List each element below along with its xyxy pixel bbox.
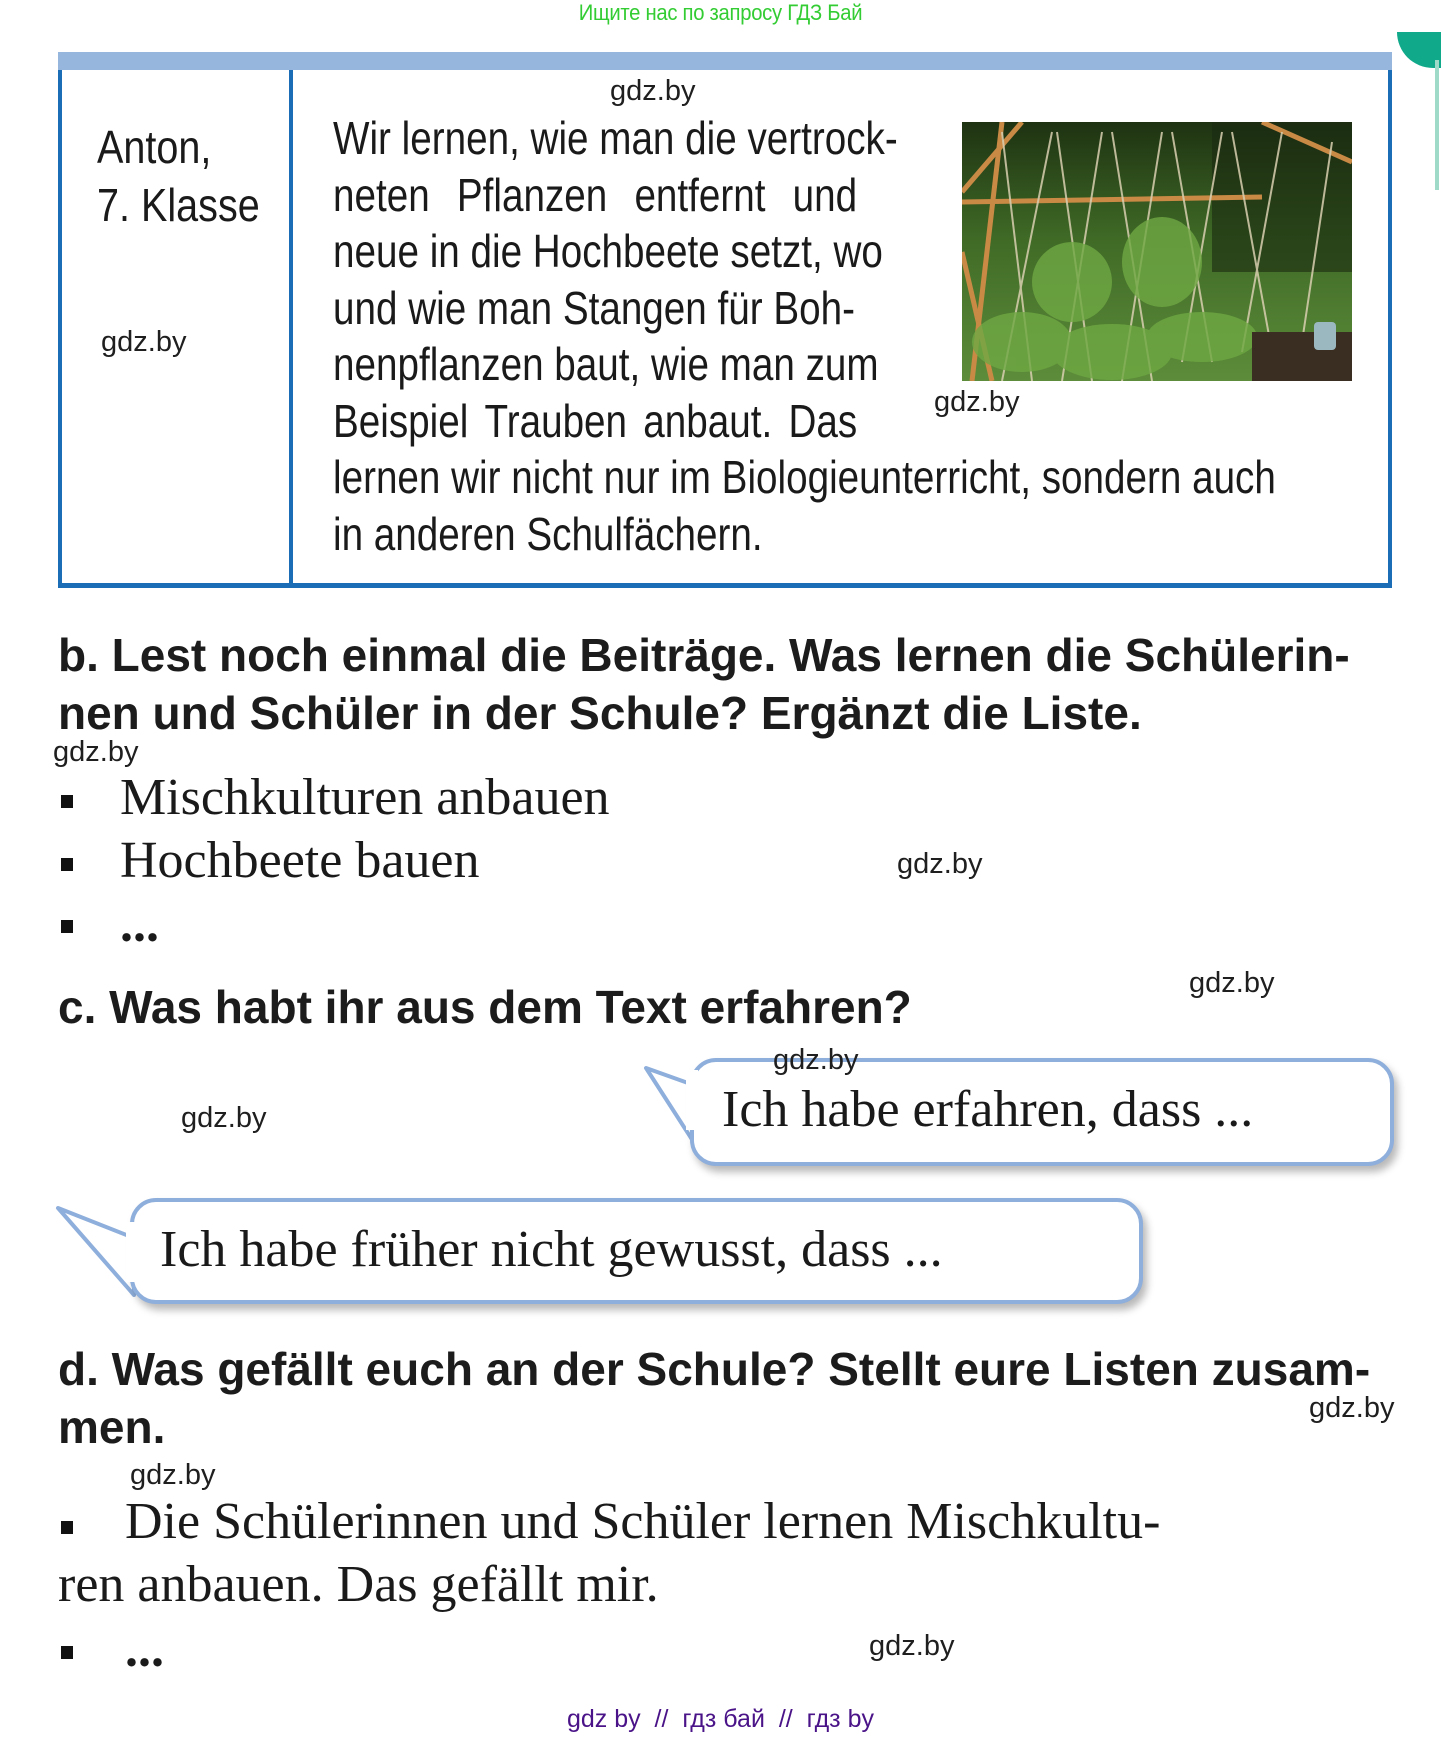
heading-line: men. [58,1401,166,1453]
word: Trauben [484,394,628,447]
watermark: gdz.by [53,736,139,768]
list-item: ... [120,896,159,953]
task-b-heading [58,626,1350,742]
garden-image-icon [962,122,1352,381]
bean-trellis-photo [962,122,1352,381]
list-item: ... [125,1621,164,1678]
word: entfernt [634,168,766,221]
bullet-icon [61,858,73,871]
list-item: Mischkulturen anbauen [120,769,610,826]
word: anbaut. [643,394,773,447]
post-line: nenpflanzen baut, wie man zum [333,338,879,390]
heading-line: nen und Schüler in der Schule? Ergänzt die Liste. [58,687,1142,739]
bullet-icon [61,795,73,808]
post-line: und wie man Stangen für Boh- [333,281,855,334]
heading-line: d. Was gefällt euch an der Schule? Stellt eure Listen zusam- [58,1343,1371,1395]
author-cell [97,118,260,234]
author-class: 7. Klasse [97,179,260,231]
task-d-heading [58,1340,1370,1456]
table-column-divider [289,70,293,588]
list-item: Hochbeete bauen [120,832,480,889]
watermark: gdz.by [934,386,1020,418]
tail-mask [686,1064,706,1144]
author-name: Anton, [97,121,212,173]
watermark: gdz.by [1309,1392,1395,1424]
word: Pflanzen [456,168,608,221]
post-line: lernen wir nicht nur im Biologieunterricht, sondern auch [333,451,1276,503]
speech-bubble [130,1198,1143,1304]
watermark: gdz.by [773,1044,859,1076]
bullet-icon [61,920,73,933]
post-line: Wir lernen, wie man die vertrock- [333,112,898,164]
tail-mask [126,1216,146,1296]
word: Das [788,394,858,447]
word: neten [333,168,430,221]
watermark: gdz.by [1189,967,1275,999]
post-line: neue in die Hochbeete setzt, wo [333,225,883,277]
word: Beispiel [333,394,469,447]
word: und [792,168,858,221]
list-item-continued: ren anbauen. Das gefällt mir. [58,1556,659,1613]
search-banner: Ищите нас по запросу ГДЗ Бай [578,0,863,25]
watermark: gdz.by [101,326,187,358]
table-header-bar [58,52,1392,70]
post-line [333,167,857,224]
task-c-heading: c. Was habt ihr aus dem Text erfahren? [58,981,912,1033]
bullet-icon [61,1521,73,1534]
watermark: gdz.by [897,848,983,880]
watermark: gdz.by [130,1459,216,1491]
bullet-icon [61,1646,73,1659]
footer-watermark: gdz by // гдз бай // гдз by [566,1705,874,1733]
watermark: gdz.by [181,1102,267,1134]
heading-line: b. Lest noch einmal die Beiträge. Was lernen die Schülerin- [58,629,1350,681]
bubble-text: Ich habe erfahren, dass ... [722,1081,1254,1138]
post-line: in anderen Schulfächern. [333,507,763,560]
watermark: gdz.by [610,75,696,107]
watermark: gdz.by [869,1630,955,1662]
bubble-text: Ich habe früher nicht gewusst, dass ... [160,1221,943,1278]
list-item: Die Schülerinnen und Schüler lernen Mischkultu- [125,1493,1161,1550]
post-line [333,393,857,450]
